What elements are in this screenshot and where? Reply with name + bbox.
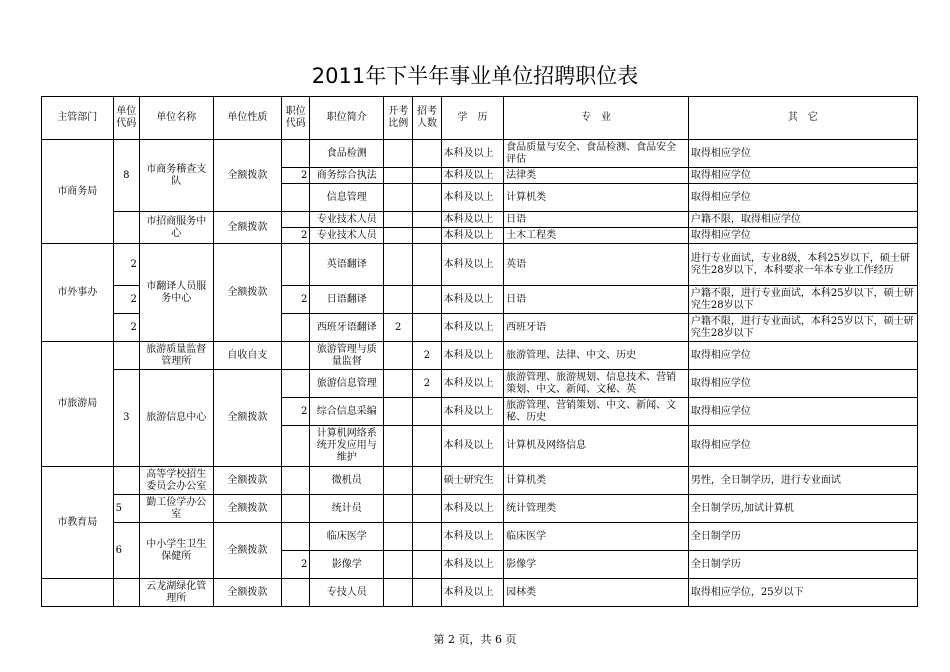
ratio-cell <box>384 286 413 314</box>
header-dept: 主管部门 <box>42 97 114 140</box>
edu-cell: 本科及以上 <box>441 426 504 467</box>
count-cell <box>413 212 441 228</box>
pos-code-cell <box>282 342 310 370</box>
pos-desc-cell: 计算机网络系统开发应用与维护 <box>310 426 384 467</box>
dept-cell: 市教育局 <box>42 467 114 579</box>
table-row <box>42 370 918 398</box>
table-row <box>42 212 918 228</box>
count-cell <box>413 244 441 286</box>
unit-code-cell <box>113 342 139 370</box>
unit-name-cell: 旅游质量监督管理所 <box>139 342 213 370</box>
major-cell: 计算机及网络信息 <box>504 426 689 467</box>
major-cell: 影像学 <box>504 551 689 579</box>
ratio-cell <box>384 551 413 579</box>
header-count: 招考人数 <box>413 97 441 140</box>
pos-code-cell: 2 <box>282 551 310 579</box>
unit-type-cell: 全额拨款 <box>213 579 282 607</box>
ratio-cell <box>384 467 413 495</box>
unit-code-cell: 8 <box>113 140 139 212</box>
edu-cell: 本科及以上 <box>441 579 504 607</box>
unit-name-cell: 勤工俭学办公室 <box>139 495 213 523</box>
header-other: 其 它 <box>688 97 917 140</box>
header-major: 专 业 <box>504 97 689 140</box>
other-cell: 全日制学历,加试计算机 <box>688 495 917 523</box>
pos-desc-cell: 专技人员 <box>310 579 384 607</box>
header-pos-desc: 职位简介 <box>310 97 384 140</box>
unit-code-cell: 2 <box>113 314 139 342</box>
count-cell: 2 <box>413 370 441 398</box>
major-cell: 统计管理类 <box>504 495 689 523</box>
count-cell <box>413 140 441 168</box>
unit-code-cell: 6 <box>113 523 139 579</box>
pos-code-cell <box>282 140 310 168</box>
unit-name-cell: 高等学校招生委员会办公室 <box>139 467 213 495</box>
unit-code-cell <box>113 467 139 495</box>
unit-type-cell: 全额拨款 <box>213 467 282 495</box>
major-cell: 日语 <box>504 286 689 314</box>
ratio-cell <box>384 140 413 168</box>
unit-type-cell: 全额拨款 <box>213 370 282 467</box>
table-header-row <box>42 97 918 140</box>
unit-code-cell: 3 <box>113 370 139 467</box>
pos-code-cell: 2 <box>282 398 310 426</box>
edu-cell: 本科及以上 <box>441 342 504 370</box>
count-cell <box>413 398 441 426</box>
unit-name-cell: 市招商服务中心 <box>139 212 213 244</box>
major-cell: 食品质量与安全、食品检测、食品安全评估 <box>504 140 689 168</box>
table-row <box>42 140 918 168</box>
pos-desc-cell: 旅游信息管理 <box>310 370 384 398</box>
ratio-cell: 2 <box>384 314 413 342</box>
unit-code-cell <box>113 579 139 607</box>
unit-name-cell: 市翻译人员服务中心 <box>139 244 213 342</box>
pos-code-cell: 2 <box>282 228 310 244</box>
pos-desc-cell: 旅游管理与质量监督 <box>310 342 384 370</box>
table-row <box>42 467 918 495</box>
unit-name-cell: 云龙湖绿化管理所 <box>139 579 213 607</box>
table-row <box>42 523 918 551</box>
table-row <box>42 244 918 286</box>
pos-code-cell <box>282 523 310 551</box>
edu-cell: 本科及以上 <box>441 370 504 398</box>
unit-type-cell: 全额拨款 <box>213 140 282 212</box>
other-cell: 取得相应学位 <box>688 426 917 467</box>
ratio-cell <box>384 342 413 370</box>
ratio-cell <box>384 495 413 523</box>
pos-desc-cell: 日语翻译 <box>310 286 384 314</box>
other-cell: 取得相应学位 <box>688 342 917 370</box>
edu-cell: 本科及以上 <box>441 495 504 523</box>
table-row <box>42 342 918 370</box>
pos-desc-cell: 西班牙语翻译 <box>310 314 384 342</box>
pos-code-cell <box>282 426 310 467</box>
table-row <box>42 495 918 523</box>
other-cell: 户籍不限，取得相应学位 <box>688 212 917 228</box>
count-cell <box>413 314 441 342</box>
edu-cell: 硕士研究生 <box>441 467 504 495</box>
recruitment-table <box>41 96 918 607</box>
pos-desc-cell: 商务综合执法 <box>310 168 384 184</box>
pos-desc-cell: 专业技术人员 <box>310 228 384 244</box>
ratio-cell <box>384 184 413 212</box>
unit-name-cell: 旅游信息中心 <box>139 370 213 467</box>
header-ratio: 开考比例 <box>384 97 413 140</box>
edu-cell: 本科及以上 <box>441 228 504 244</box>
edu-cell: 本科及以上 <box>441 286 504 314</box>
pos-code-cell <box>282 579 310 607</box>
count-cell: 2 <box>413 342 441 370</box>
other-cell: 男性，全日制学历，进行专业面试 <box>688 467 917 495</box>
pos-code-cell <box>282 467 310 495</box>
other-cell: 取得相应学位 <box>688 140 917 168</box>
count-cell <box>413 495 441 523</box>
major-cell: 土木工程类 <box>504 228 689 244</box>
other-cell: 取得相应学位 <box>688 370 917 398</box>
other-cell: 全日制学历 <box>688 551 917 579</box>
header-unit-type: 单位性质 <box>213 97 282 140</box>
pos-desc-cell: 英语翻译 <box>310 244 384 286</box>
unit-code-cell: 2 <box>113 244 139 286</box>
unit-code-cell: 5 <box>113 495 139 523</box>
dept-cell: 市商务局 <box>42 140 114 244</box>
major-cell: 英语 <box>504 244 689 286</box>
pos-desc-cell: 专业技术人员 <box>310 212 384 228</box>
edu-cell: 本科及以上 <box>441 184 504 212</box>
ratio-cell <box>384 168 413 184</box>
count-cell <box>413 523 441 551</box>
major-cell: 旅游管理、旅游规划、信息技术、营销策划、中文、新闻、文秘、英 <box>504 370 689 398</box>
pos-code-cell <box>282 495 310 523</box>
edu-cell: 本科及以上 <box>441 398 504 426</box>
pos-code-cell <box>282 370 310 398</box>
major-cell: 临床医学 <box>504 523 689 551</box>
major-cell: 园林类 <box>504 579 689 607</box>
unit-type-cell: 全额拨款 <box>213 495 282 523</box>
ratio-cell <box>384 579 413 607</box>
header-unit-code: 单位代码 <box>113 97 139 140</box>
pos-desc-cell: 综合信息采编 <box>310 398 384 426</box>
ratio-cell <box>384 523 413 551</box>
other-cell: 取得相应学位，25岁以下 <box>688 579 917 607</box>
header-edu: 学 历 <box>441 97 504 140</box>
pos-code-cell: 2 <box>282 286 310 314</box>
page-footer: 第 2 页，共 6 页 <box>433 633 517 646</box>
major-cell: 西班牙语 <box>504 314 689 342</box>
major-cell: 旅游管理、营销策划、中文、新闻、文秘、历史 <box>504 398 689 426</box>
ratio-cell <box>384 212 413 228</box>
count-cell <box>413 551 441 579</box>
pos-code-cell <box>282 314 310 342</box>
unit-code-cell <box>113 212 139 244</box>
pos-desc-cell: 食品检测 <box>310 140 384 168</box>
major-cell: 计算机类 <box>504 467 689 495</box>
count-cell <box>413 168 441 184</box>
edu-cell: 本科及以上 <box>441 140 504 168</box>
page-title: 2011年下半年事业单位招聘职位表 <box>311 64 639 88</box>
edu-cell: 本科及以上 <box>441 212 504 228</box>
ratio-cell <box>384 398 413 426</box>
pos-desc-cell: 信息管理 <box>310 184 384 212</box>
edu-cell: 本科及以上 <box>441 244 504 286</box>
header-unit-name: 单位名称 <box>139 97 213 140</box>
edu-cell: 本科及以上 <box>441 168 504 184</box>
dept-cell: 市旅游局 <box>42 342 114 467</box>
table-row <box>42 579 918 607</box>
major-cell: 法律类 <box>504 168 689 184</box>
ratio-cell <box>384 228 413 244</box>
ratio-cell <box>384 370 413 398</box>
unit-type-cell: 全额拨款 <box>213 212 282 244</box>
major-cell: 旅游管理、法律、中文、历史 <box>504 342 689 370</box>
pos-desc-cell: 统计员 <box>310 495 384 523</box>
count-cell <box>413 286 441 314</box>
edu-cell: 本科及以上 <box>441 314 504 342</box>
unit-name-cell: 市商务稽查支队 <box>139 140 213 212</box>
major-cell: 计算机类 <box>504 184 689 212</box>
other-cell: 取得相应学位 <box>688 398 917 426</box>
unit-code-cell: 2 <box>113 286 139 314</box>
count-cell <box>413 426 441 467</box>
unit-type-cell: 自收自支 <box>213 342 282 370</box>
unit-type-cell: 全额拨款 <box>213 244 282 342</box>
other-cell: 户籍不限，进行专业面试，本科25岁以下，硕士研究生28岁以下 <box>688 314 917 342</box>
major-cell: 日语 <box>504 212 689 228</box>
other-cell: 进行专业面试，专业8级，本科25岁以下，硕士研究生28岁以下，本科要求一年本专业工作经历 <box>688 244 917 286</box>
pos-code-cell: 2 <box>282 168 310 184</box>
count-cell <box>413 228 441 244</box>
edu-cell: 本科及以上 <box>441 523 504 551</box>
ratio-cell <box>384 426 413 467</box>
dept-cell: 市外事办 <box>42 244 114 342</box>
pos-desc-cell: 影像学 <box>310 551 384 579</box>
other-cell: 取得相应学位 <box>688 168 917 184</box>
count-cell <box>413 467 441 495</box>
ratio-cell <box>384 244 413 286</box>
edu-cell: 本科及以上 <box>441 551 504 579</box>
count-cell <box>413 579 441 607</box>
other-cell: 取得相应学位 <box>688 228 917 244</box>
dept-cell <box>42 579 114 607</box>
other-cell: 全日制学历 <box>688 523 917 551</box>
pos-desc-cell: 临床医学 <box>310 523 384 551</box>
unit-name-cell: 中小学生卫生保健所 <box>139 523 213 579</box>
other-cell: 户籍不限，进行专业面试，本科25岁以下，硕士研究生28岁以下 <box>688 286 917 314</box>
pos-code-cell <box>282 244 310 286</box>
pos-desc-cell: 微机员 <box>310 467 384 495</box>
unit-type-cell: 全额拨款 <box>213 523 282 579</box>
pos-code-cell <box>282 184 310 212</box>
pos-code-cell <box>282 212 310 228</box>
count-cell <box>413 184 441 212</box>
other-cell: 取得相应学位 <box>688 184 917 212</box>
header-pos-code: 职位代码 <box>282 97 310 140</box>
